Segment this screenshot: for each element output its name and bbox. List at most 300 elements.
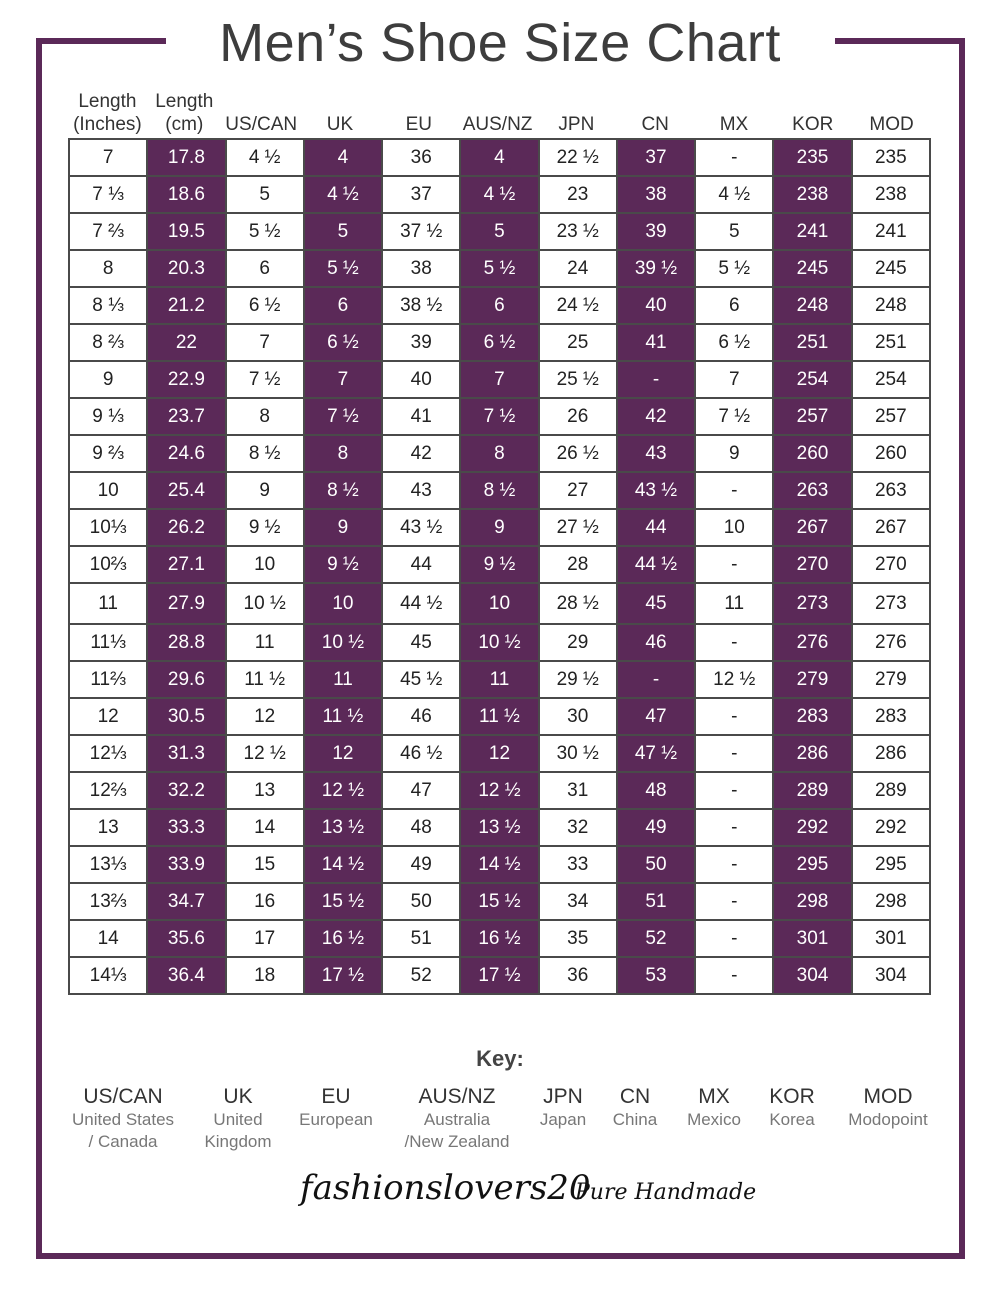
table-cell: 298 xyxy=(773,883,851,920)
table-cell: 30 ½ xyxy=(539,735,617,772)
table-cell: 22 ½ xyxy=(539,139,617,176)
table-cell: 8 xyxy=(460,435,538,472)
table-cell: 10 xyxy=(226,546,304,583)
table-cell: 238 xyxy=(773,176,851,213)
table-cell: 9 xyxy=(304,509,382,546)
table-row xyxy=(69,250,930,287)
header-uk: UK xyxy=(326,114,354,135)
table-cell: 45 xyxy=(382,624,460,661)
table-cell: 42 xyxy=(382,435,460,472)
table-cell: 38 ½ xyxy=(382,287,460,324)
table-cell: 8 xyxy=(226,398,304,435)
table-cell: 11 ½ xyxy=(460,698,538,735)
table-row xyxy=(69,176,930,213)
table-cell: 24 ½ xyxy=(539,287,617,324)
table-row xyxy=(69,920,930,957)
table-cell: 43 ½ xyxy=(617,472,695,509)
table-cell: 248 xyxy=(852,287,930,324)
table-cell: 11 ½ xyxy=(304,698,382,735)
table-cell: 5 xyxy=(695,213,773,250)
table-cell: 14 ½ xyxy=(304,846,382,883)
table-cell: 8 ½ xyxy=(226,435,304,472)
table-row xyxy=(69,661,930,698)
table-cell: 11 ½ xyxy=(226,661,304,698)
key-desc: /New Zealand xyxy=(404,1132,510,1151)
table-cell: 34.7 xyxy=(147,883,225,920)
table-cell: 257 xyxy=(773,398,851,435)
table-cell: 7 ⅔ xyxy=(69,213,147,250)
table-cell: 29.6 xyxy=(147,661,225,698)
table-cell: 50 xyxy=(617,846,695,883)
table-cell: 286 xyxy=(852,735,930,772)
key-item-uk xyxy=(196,1085,280,1153)
table-cell: 295 xyxy=(773,846,851,883)
table-cell: - xyxy=(695,472,773,509)
table-cell: 33.3 xyxy=(147,809,225,846)
table-cell: 16 xyxy=(226,883,304,920)
table-cell: 241 xyxy=(852,213,930,250)
header-eu: EU xyxy=(405,114,432,135)
table-cell: 12⅔ xyxy=(69,772,147,809)
table-cell: 12 xyxy=(69,698,147,735)
table-cell: 12 ½ xyxy=(695,661,773,698)
table-cell: 43 ½ xyxy=(382,509,460,546)
table-cell: 16 ½ xyxy=(460,920,538,957)
table-cell: 8 ½ xyxy=(460,472,538,509)
table-cell: 248 xyxy=(773,287,851,324)
table-cell: 5 xyxy=(226,176,304,213)
table-cell: 14 xyxy=(69,920,147,957)
table-cell: 263 xyxy=(852,472,930,509)
table-cell: 292 xyxy=(773,809,851,846)
table-cell: 9 xyxy=(460,509,538,546)
table-cell: 7 ⅓ xyxy=(69,176,147,213)
table-cell: 6 ½ xyxy=(695,324,773,361)
table-cell: 6 ½ xyxy=(226,287,304,324)
table-cell: 5 ½ xyxy=(304,250,382,287)
table-cell: 10 xyxy=(695,509,773,546)
page-title: Men’s Shoe Size Chart xyxy=(219,13,781,73)
table-row xyxy=(69,698,930,735)
table-cell: 25 xyxy=(539,324,617,361)
table-cell: - xyxy=(695,139,773,176)
table-cell: 17 xyxy=(226,920,304,957)
table-cell: 9 ⅔ xyxy=(69,435,147,472)
key-item-eu xyxy=(290,1085,382,1131)
table-cell: 23 ½ xyxy=(539,213,617,250)
key-abbr: UK xyxy=(223,1085,253,1108)
table-row xyxy=(69,324,930,361)
table-cell: 37 xyxy=(617,139,695,176)
table-cell: 35 xyxy=(539,920,617,957)
size-table xyxy=(68,138,931,995)
table-cell: 52 xyxy=(382,957,460,994)
table-cell: 48 xyxy=(382,809,460,846)
table-row xyxy=(69,546,930,583)
table-cell: 9 xyxy=(69,361,147,398)
table-cell: 40 xyxy=(382,361,460,398)
table-row xyxy=(69,624,930,661)
table-cell: 31 xyxy=(539,772,617,809)
table-cell: 42 xyxy=(617,398,695,435)
table-cell: 273 xyxy=(773,583,851,624)
table-cell: 28.8 xyxy=(147,624,225,661)
table-cell: 19.5 xyxy=(147,213,225,250)
table-cell: 11 xyxy=(69,583,147,624)
table-cell: 14⅓ xyxy=(69,957,147,994)
table-cell: 301 xyxy=(852,920,930,957)
table-cell: 8 xyxy=(304,435,382,472)
table-cell: 26 xyxy=(539,398,617,435)
table-cell: 11 xyxy=(226,624,304,661)
table-cell: 9 xyxy=(226,472,304,509)
table-cell: 29 xyxy=(539,624,617,661)
header-mx: MX xyxy=(719,114,749,135)
table-row xyxy=(69,398,930,435)
table-cell: 5 xyxy=(460,213,538,250)
table-cell: 13⅓ xyxy=(69,846,147,883)
key-desc: Korea xyxy=(769,1110,815,1129)
table-cell: 12 xyxy=(460,735,538,772)
table-row xyxy=(69,139,930,176)
table-cell: 48 xyxy=(617,772,695,809)
table-cell: 4 ½ xyxy=(695,176,773,213)
table-cell: 14 xyxy=(226,809,304,846)
table-cell: 238 xyxy=(852,176,930,213)
table-cell: 13⅔ xyxy=(69,883,147,920)
table-cell: 16 ½ xyxy=(304,920,382,957)
table-cell: 28 xyxy=(539,546,617,583)
table-cell: 15 ½ xyxy=(304,883,382,920)
brand-signature: fashionslovers20 xyxy=(300,1168,591,1208)
tagline: Pure Handmade xyxy=(575,1180,757,1205)
table-cell: 24.6 xyxy=(147,435,225,472)
table-cell: 7 xyxy=(695,361,773,398)
table-cell: - xyxy=(695,883,773,920)
table-cell: 283 xyxy=(852,698,930,735)
table-cell: 41 xyxy=(617,324,695,361)
table-cell: - xyxy=(695,957,773,994)
table-cell: 7 ½ xyxy=(226,361,304,398)
table-cell: 251 xyxy=(773,324,851,361)
table-cell: 5 xyxy=(304,213,382,250)
table-row xyxy=(69,361,930,398)
table-cell: 7 xyxy=(69,139,147,176)
header-cn: CN xyxy=(641,114,669,135)
table-cell: 11 xyxy=(304,661,382,698)
table-cell: 44 xyxy=(382,546,460,583)
table-cell: 10 ½ xyxy=(304,624,382,661)
table-cell: 37 ½ xyxy=(382,213,460,250)
header-us-can: US/CAN xyxy=(225,114,298,135)
table-cell: 46 ½ xyxy=(382,735,460,772)
table-cell: 7 ½ xyxy=(304,398,382,435)
table-cell: 18 xyxy=(226,957,304,994)
table-cell: 52 xyxy=(617,920,695,957)
key-item-cn xyxy=(604,1085,666,1131)
table-cell: 43 xyxy=(617,435,695,472)
table-cell: 36.4 xyxy=(147,957,225,994)
table-cell: 39 ½ xyxy=(617,250,695,287)
header-aus-nz: AUS/NZ xyxy=(462,114,533,135)
table-cell: 17 ½ xyxy=(304,957,382,994)
table-cell: 23.7 xyxy=(147,398,225,435)
table-cell: 235 xyxy=(852,139,930,176)
table-cell: 289 xyxy=(852,772,930,809)
table-cell: 13 ½ xyxy=(304,809,382,846)
table-cell: 270 xyxy=(852,546,930,583)
table-cell: 30.5 xyxy=(147,698,225,735)
table-cell: 254 xyxy=(852,361,930,398)
table-cell: 44 ½ xyxy=(382,583,460,624)
table-cell: 6 ½ xyxy=(304,324,382,361)
table-cell: 6 xyxy=(304,287,382,324)
table-cell: 295 xyxy=(852,846,930,883)
table-cell: 7 ½ xyxy=(695,398,773,435)
key-desc: Modopoint xyxy=(848,1110,928,1129)
table-row xyxy=(69,472,930,509)
table-cell: 12⅓ xyxy=(69,735,147,772)
table-cell: 32 xyxy=(539,809,617,846)
table-cell: 9 ½ xyxy=(304,546,382,583)
header-kor: KOR xyxy=(792,114,834,135)
table-cell: 9 ½ xyxy=(460,546,538,583)
table-cell: 245 xyxy=(852,250,930,287)
key-item-aus-nz xyxy=(392,1085,522,1153)
table-cell: 31.3 xyxy=(147,735,225,772)
table-cell: 4 xyxy=(304,139,382,176)
table-cell: 27.9 xyxy=(147,583,225,624)
table-cell: 14 ½ xyxy=(460,846,538,883)
table-cell: 6 xyxy=(460,287,538,324)
key-item-kor xyxy=(760,1085,824,1131)
table-cell: 10 xyxy=(304,583,382,624)
table-cell: - xyxy=(695,920,773,957)
table-cell: 241 xyxy=(773,213,851,250)
table-cell: 11 xyxy=(460,661,538,698)
table-cell: 45 xyxy=(617,583,695,624)
key-item-jpn xyxy=(532,1085,594,1131)
table-cell: 43 xyxy=(382,472,460,509)
table-cell: 273 xyxy=(852,583,930,624)
table-cell: 257 xyxy=(852,398,930,435)
table-row xyxy=(69,883,930,920)
table-cell: 45 ½ xyxy=(382,661,460,698)
table-cell: 10 ½ xyxy=(460,624,538,661)
size-table-body xyxy=(69,139,930,994)
table-cell: 12 xyxy=(304,735,382,772)
table-cell: 270 xyxy=(773,546,851,583)
key-desc: China xyxy=(612,1110,658,1129)
table-cell: 21.2 xyxy=(147,287,225,324)
table-cell: 22 xyxy=(147,324,225,361)
key-item-mod xyxy=(836,1085,940,1131)
table-cell: 11⅔ xyxy=(69,661,147,698)
table-cell: 47 xyxy=(382,772,460,809)
table-cell: 4 ½ xyxy=(304,176,382,213)
key-desc: European xyxy=(299,1110,373,1129)
table-cell: 10 xyxy=(460,583,538,624)
key-desc: United States xyxy=(71,1110,175,1129)
table-cell: 8 xyxy=(69,250,147,287)
table-cell: 7 xyxy=(304,361,382,398)
table-cell: 9 ⅓ xyxy=(69,398,147,435)
table-cell: 7 xyxy=(226,324,304,361)
table-cell: 289 xyxy=(773,772,851,809)
table-row xyxy=(69,809,930,846)
table-cell: 286 xyxy=(773,735,851,772)
table-cell: 22.9 xyxy=(147,361,225,398)
table-cell: 51 xyxy=(382,920,460,957)
table-cell: 17 ½ xyxy=(460,957,538,994)
key-item-us-can xyxy=(62,1085,184,1153)
table-cell: 304 xyxy=(852,957,930,994)
table-cell: - xyxy=(617,661,695,698)
table-cell: 29 ½ xyxy=(539,661,617,698)
key-desc: Japan xyxy=(539,1110,587,1129)
table-cell: 35.6 xyxy=(147,920,225,957)
table-row xyxy=(69,772,930,809)
table-cell: 49 xyxy=(382,846,460,883)
table-cell: 13 xyxy=(226,772,304,809)
table-row xyxy=(69,509,930,546)
header-length-cm: Length (cm) xyxy=(155,91,214,135)
table-row xyxy=(69,957,930,994)
table-cell: 44 xyxy=(617,509,695,546)
table-cell: 15 ½ xyxy=(460,883,538,920)
table-cell: 251 xyxy=(852,324,930,361)
table-cell: 20.3 xyxy=(147,250,225,287)
table-cell: - xyxy=(695,546,773,583)
table-cell: - xyxy=(695,809,773,846)
table-cell: 12 ½ xyxy=(460,772,538,809)
table-cell: - xyxy=(695,735,773,772)
table-cell: 38 xyxy=(617,176,695,213)
table-cell: 27.1 xyxy=(147,546,225,583)
table-cell: 260 xyxy=(852,435,930,472)
table-cell: - xyxy=(695,624,773,661)
table-cell: 47 ½ xyxy=(617,735,695,772)
table-cell: 9 xyxy=(695,435,773,472)
header-jpn: JPN xyxy=(558,114,595,135)
table-cell: 37 xyxy=(382,176,460,213)
table-cell: 53 xyxy=(617,957,695,994)
table-cell: 5 ½ xyxy=(695,250,773,287)
table-cell: 28 ½ xyxy=(539,583,617,624)
table-cell: 6 xyxy=(226,250,304,287)
table-cell: 283 xyxy=(773,698,851,735)
table-cell: 32.2 xyxy=(147,772,225,809)
table-cell: 39 xyxy=(617,213,695,250)
table-cell: 292 xyxy=(852,809,930,846)
table-cell: 36 xyxy=(539,957,617,994)
table-cell: 6 ½ xyxy=(460,324,538,361)
table-row xyxy=(69,435,930,472)
key-desc: / Canada xyxy=(88,1132,158,1151)
table-cell: 8 ⅔ xyxy=(69,324,147,361)
key-desc: Kingdom xyxy=(204,1132,272,1151)
table-cell: 49 xyxy=(617,809,695,846)
table-row xyxy=(69,846,930,883)
table-cell: 7 xyxy=(460,361,538,398)
table-cell: 27 ½ xyxy=(539,509,617,546)
table-cell: 41 xyxy=(382,398,460,435)
key-desc: Mexico xyxy=(687,1110,741,1129)
table-cell: 24 xyxy=(539,250,617,287)
table-cell: 7 ½ xyxy=(460,398,538,435)
table-cell: 25.4 xyxy=(147,472,225,509)
key-title: Key: xyxy=(476,1046,524,1071)
table-cell: 267 xyxy=(773,509,851,546)
key-item-mx xyxy=(678,1085,750,1131)
key-abbr: MOD xyxy=(863,1085,913,1108)
table-cell: 9 ½ xyxy=(226,509,304,546)
key-abbr: AUS/NZ xyxy=(418,1085,496,1108)
table-cell: - xyxy=(695,772,773,809)
table-cell: 245 xyxy=(773,250,851,287)
key-abbr: EU xyxy=(321,1085,351,1108)
table-cell: 11⅓ xyxy=(69,624,147,661)
table-cell: - xyxy=(695,698,773,735)
key-abbr: US/CAN xyxy=(83,1085,163,1108)
table-cell: 26.2 xyxy=(147,509,225,546)
table-cell: 8 ⅓ xyxy=(69,287,147,324)
table-cell: 11 xyxy=(695,583,773,624)
table-cell: 276 xyxy=(773,624,851,661)
key-desc: Australia xyxy=(423,1110,491,1129)
table-cell: 4 xyxy=(460,139,538,176)
table-row xyxy=(69,583,930,624)
table-cell: 18.6 xyxy=(147,176,225,213)
table-row xyxy=(69,213,930,250)
table-cell: 12 xyxy=(226,698,304,735)
header-mod: MOD xyxy=(869,114,914,135)
table-cell: 5 ½ xyxy=(226,213,304,250)
table-cell: 276 xyxy=(852,624,930,661)
column-headers xyxy=(68,84,931,136)
table-cell: 39 xyxy=(382,324,460,361)
table-cell: 40 xyxy=(617,287,695,324)
table-cell: 27 xyxy=(539,472,617,509)
frame-top-left-bar xyxy=(36,38,166,44)
header-length-inches: Length (Inches) xyxy=(73,91,142,135)
table-row xyxy=(69,735,930,772)
table-cell: 4 ½ xyxy=(460,176,538,213)
table-cell: - xyxy=(695,846,773,883)
table-cell: 10⅓ xyxy=(69,509,147,546)
table-cell: 10 xyxy=(69,472,147,509)
table-cell: 34 xyxy=(539,883,617,920)
frame-top-right-bar xyxy=(835,38,965,44)
key-abbr: CN xyxy=(619,1085,651,1108)
table-cell: 301 xyxy=(773,920,851,957)
table-cell: 30 xyxy=(539,698,617,735)
table-cell: 267 xyxy=(852,509,930,546)
table-cell: 46 xyxy=(382,698,460,735)
key-abbr: KOR xyxy=(769,1085,815,1108)
table-cell: 8 ½ xyxy=(304,472,382,509)
table-cell: 38 xyxy=(382,250,460,287)
key-abbr: MX xyxy=(698,1085,730,1108)
table-cell: 51 xyxy=(617,883,695,920)
table-cell: 50 xyxy=(382,883,460,920)
table-cell: 298 xyxy=(852,883,930,920)
table-cell: 235 xyxy=(773,139,851,176)
table-cell: 263 xyxy=(773,472,851,509)
table-cell: 33 xyxy=(539,846,617,883)
table-cell: 13 xyxy=(69,809,147,846)
table-cell: 10 ½ xyxy=(226,583,304,624)
